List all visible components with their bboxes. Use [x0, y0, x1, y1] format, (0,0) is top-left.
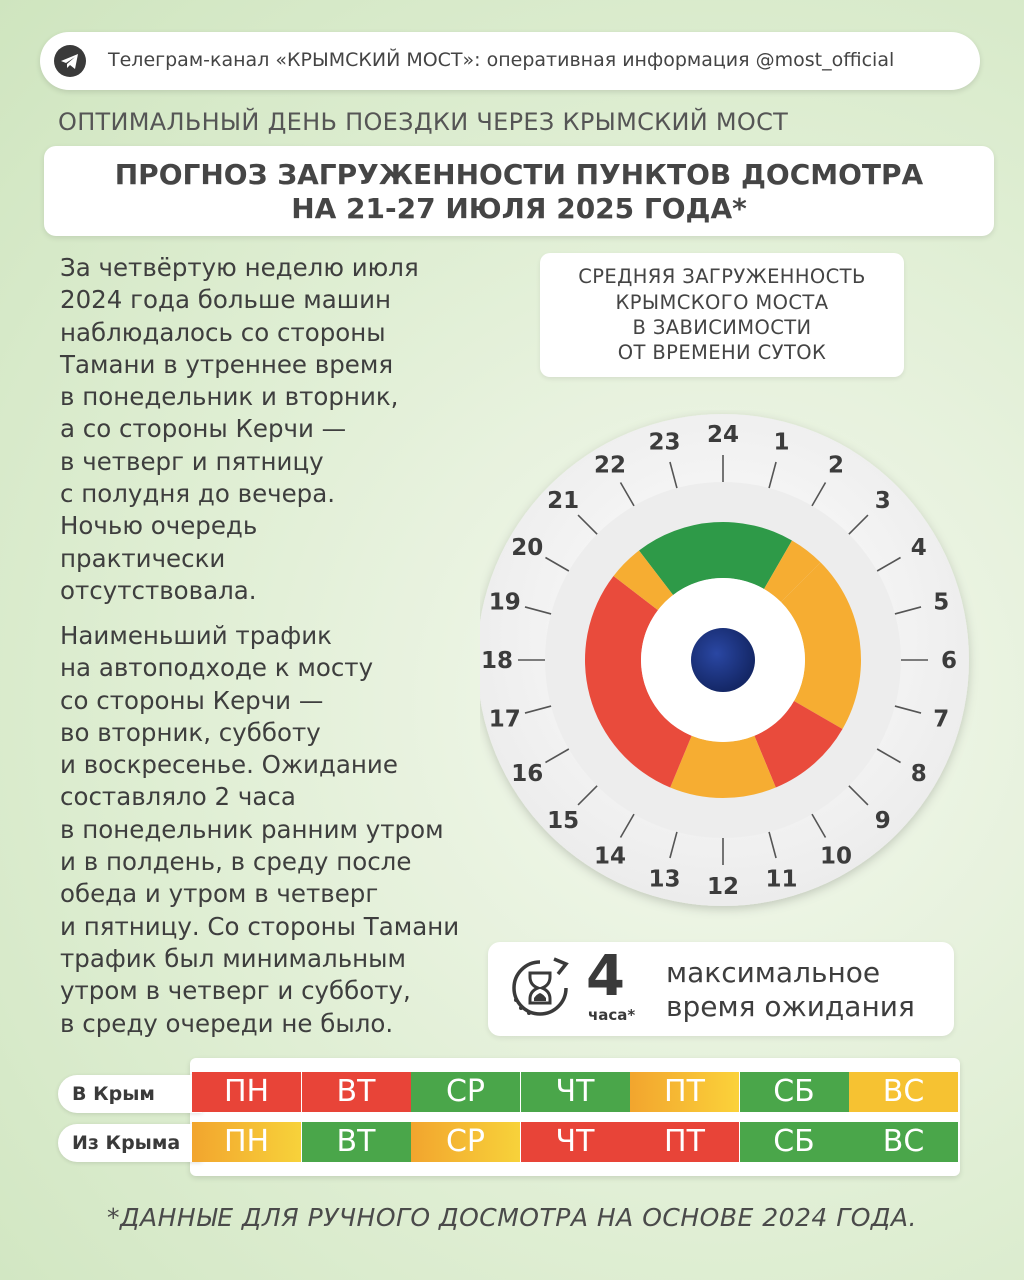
hourglass-clock-icon	[508, 956, 572, 1024]
from-crimea-day-6: ВС	[849, 1122, 958, 1162]
title-line-1: ПРОГНОЗ ЗАГРУЖЕННОСТИ ПУНКТОВ ДОСМОТРА	[114, 158, 924, 191]
clock-hour-16: 16	[511, 761, 544, 787]
from-crimea-day-1: ВТ	[302, 1122, 411, 1162]
from-crimea-label: Из Крыма	[58, 1124, 202, 1162]
clock-hour-20: 20	[511, 535, 544, 561]
clock-hour-3: 3	[874, 488, 891, 515]
title-box	[44, 146, 994, 236]
clock-hour-8: 8	[910, 761, 927, 787]
clock-hour-9: 9	[874, 807, 891, 834]
clock-hour-7: 7	[933, 706, 950, 733]
to-crimea-day-2: СР	[411, 1072, 520, 1112]
clock-hour-23: 23	[648, 429, 681, 456]
clock-hour-11: 11	[765, 866, 798, 893]
clock-hour-2: 2	[827, 452, 845, 479]
clock-legend-line-4: ОТ ВРЕМЕНИ СУТОК	[617, 341, 827, 364]
max-wait-unit: часа*	[588, 1006, 636, 1024]
clock-legend-line-2: КРЫМСКОГО МОСТА	[615, 291, 829, 314]
clock-hour-1: 1	[773, 429, 790, 456]
clock-legend-line-1: СРЕДНЯЯ ЗАГРУЖЕННОСТЬ	[578, 265, 866, 288]
clock-center-dot	[691, 628, 755, 692]
to-crimea-day-3: ЧТ	[521, 1072, 630, 1112]
clock-legend-box	[540, 253, 904, 377]
clock-hour-12: 12	[706, 874, 740, 900]
from-crimea-day-0: ПН	[192, 1122, 301, 1162]
telegram-channel-bar[interactable]	[40, 32, 980, 90]
to-crimea-day-0: ПН	[192, 1072, 301, 1112]
to-crimea-day-1: ВТ	[302, 1072, 411, 1112]
clock-hour-24: 24	[706, 422, 740, 448]
clock-hour-22: 22	[593, 452, 627, 479]
clock-hour-10: 10	[819, 843, 853, 870]
from-crimea-day-3: ЧТ	[521, 1122, 630, 1162]
clock-hour-4: 4	[910, 535, 927, 561]
clock-hour-6: 6	[940, 648, 958, 674]
from-crimea-day-2: СР	[411, 1122, 520, 1162]
load-clock	[480, 410, 990, 920]
from-crimea-day-5: СБ	[740, 1122, 849, 1162]
telegram-icon	[54, 45, 86, 77]
clock-hour-15: 15	[547, 807, 580, 834]
to-crimea-day-5: СБ	[740, 1072, 849, 1112]
clock-hour-18: 18	[480, 648, 514, 674]
from-crimea-day-4: ПТ	[630, 1122, 739, 1162]
to-crimea-day-4: ПТ	[630, 1072, 739, 1112]
description-paragraph-1: За четвёртую неделю июля 2024 года больше машин наблюдалось со стороны Тамани в утреннее время в понедельник и вторник, а со стороны Керчи — в четверг и пятницу с полудня до вечера. Ночью очередь практически отсутствовала.	[60, 253, 419, 605]
clock-hour-5: 5	[933, 589, 950, 616]
clock-hour-17: 17	[488, 706, 521, 733]
clock-hour-13: 13	[648, 866, 681, 893]
description-paragraph-2: Наименьший трафик на автоподходе к мосту со стороны Керчи — во вторник, субботу и воскресенье. Ожидание составляло 2 часа в понедельник ранним утром и в полдень, в среду после обеда и утром в четверг и пятницу. Со стороны Тамани трафик был минимальным утром в четверг и субботу, в среду очереди не было.	[60, 621, 460, 1038]
max-wait-text: максимальное время ожидания	[666, 956, 915, 1023]
to-crimea-day-6: ВС	[849, 1072, 958, 1112]
title-line-2: НА 21-27 ИЮЛЯ 2025 ГОДА*	[291, 192, 747, 225]
clock-hour-21: 21	[547, 488, 580, 515]
max-wait-number: 4	[586, 944, 625, 1009]
load-clock-svg	[480, 410, 990, 920]
page-subtitle: ОПТИМАЛЬНЫЙ ДЕНЬ ПОЕЗДКИ ЧЕРЕЗ КРЫМСКИЙ МОСТ	[58, 108, 789, 136]
to-crimea-label: В Крым	[58, 1075, 202, 1113]
clock-legend-line-3: В ЗАВИСИМОСТИ	[632, 316, 812, 339]
footnote: *ДАННЫЕ ДЛЯ РУЧНОГО ДОСМОТРА НА ОСНОВЕ 2024 ГОДА.	[107, 1203, 917, 1232]
telegram-channel-text: Телеграм-канал «КРЫМСКИЙ МОСТ»: оперативная информация @most_official	[108, 49, 895, 71]
clock-hour-19: 19	[488, 589, 521, 616]
clock-hour-14: 14	[593, 843, 627, 870]
